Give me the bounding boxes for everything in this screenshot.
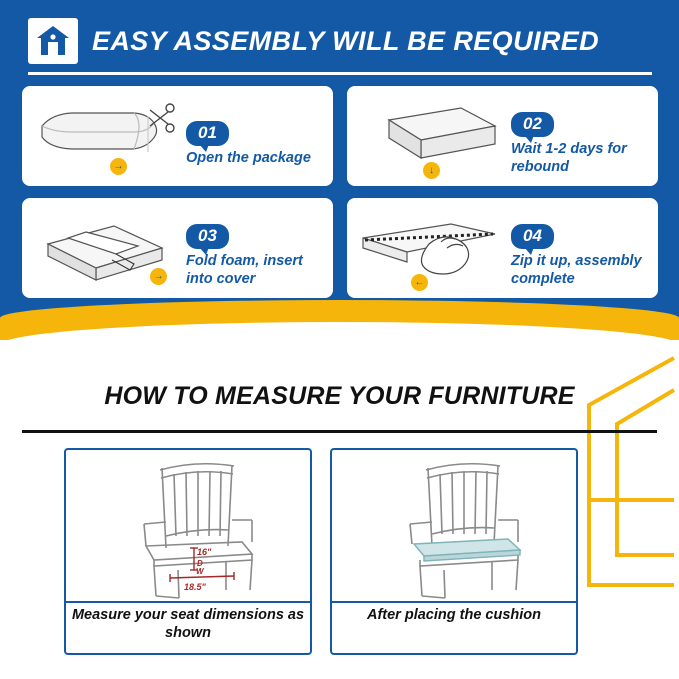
dimension-depth-label: 16": [197, 547, 212, 557]
step-arrow-icon-01: →: [110, 158, 127, 175]
step-label-02: Wait 1-2 days for rebound: [511, 141, 627, 175]
assembly-header: [28, 12, 652, 70]
measure-card-2: [330, 448, 578, 655]
step-text-03: [182, 208, 325, 287]
measure-section-title: HOW TO MEASURE YOUR FURNITURE: [104, 382, 575, 410]
package-with-scissors-illustration: [30, 92, 182, 180]
house-icon: [28, 18, 78, 64]
step-card-02: [347, 86, 658, 186]
step-label-04: Zip it up, assembly complete: [511, 253, 642, 287]
measure-cards: [64, 448, 616, 655]
hand-zipping-cushion-illustration: [355, 204, 507, 292]
measure-card-1-caption: Measure your seat dimensions as shown: [71, 607, 305, 642]
step-text-02: [507, 96, 650, 175]
step-arrow-icon-04: ←: [411, 274, 428, 291]
step-number-04: 04: [511, 224, 554, 249]
step-card-01: [22, 86, 333, 186]
step-row-1: [22, 86, 658, 186]
foam-cushion-illustration: [355, 92, 507, 180]
step-label-01: Open the package: [186, 149, 311, 166]
dimension-width-label: 18.5": [184, 582, 206, 592]
measure-card-2-divider: [332, 601, 576, 603]
chair-with-cushion: [332, 450, 576, 600]
step-number-03: 03: [186, 224, 229, 249]
folding-foam-into-cover-illustration: [30, 204, 182, 292]
measure-card-1: [64, 448, 312, 655]
measure-divider: [22, 430, 657, 433]
step-label-03: Fold foam, insert into cover: [186, 253, 303, 287]
step-number-01: 01: [186, 121, 229, 146]
step-text-04: [507, 208, 650, 287]
white-wave-divider: [0, 322, 679, 368]
dimension-width-axis: W: [196, 567, 204, 576]
step-card-03: [22, 198, 333, 298]
step-text-01: [182, 105, 325, 167]
header-divider: [28, 72, 652, 75]
step-row-2: [22, 198, 658, 298]
dimension-depth-axis: D: [197, 559, 203, 568]
chair-with-measurement-labels: [66, 450, 310, 600]
assembly-steps: [22, 86, 658, 310]
page-title: EASY ASSEMBLY WILL BE REQUIRED: [92, 25, 600, 56]
step-arrow-icon-03: →: [150, 268, 167, 285]
step-number-02: 02: [511, 112, 554, 137]
measure-card-2-caption: After placing the cushion: [366, 607, 541, 623]
step-card-04: [347, 198, 658, 298]
step-arrow-icon-02: ↓: [423, 162, 440, 179]
measure-card-1-divider: [66, 601, 310, 603]
